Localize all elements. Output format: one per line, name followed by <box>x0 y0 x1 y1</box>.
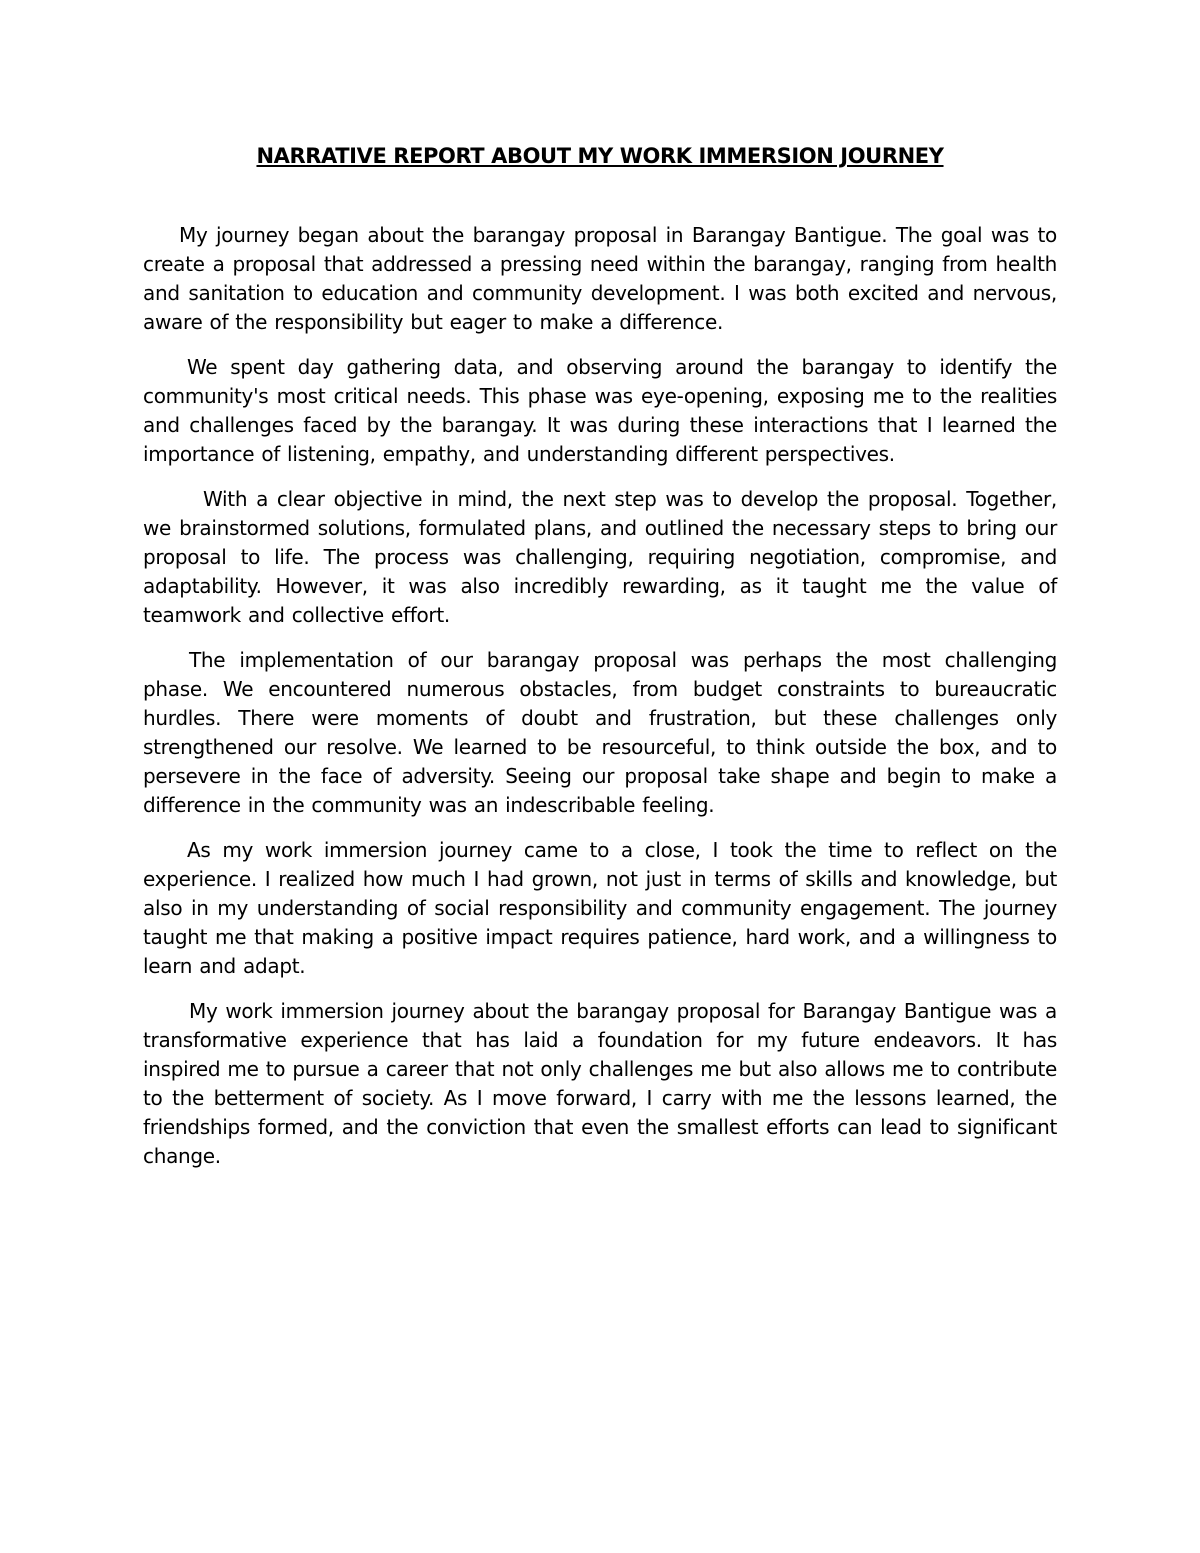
paragraph-5: As my work immersion journey came to a close, I took the time to reflect on the experience. I realized how much I had grown, not just in terms of skills and knowledge, but also in my understanding of social responsibility and community engagement. The journey taught me that making a positive impact requires patience, hard work, and a willingness to learn and adapt. <box>143 838 1057 978</box>
paragraph-4: The implementation of our barangay proposal was perhaps the most challenging phase. We encountered numerous obstacles, from budget constraints to bureaucratic hurdles. There were moments of doubt and frustration, but these challenges only strengthened our resolve. We learned to be resourceful, to think outside the box, and to persevere in the face of adversity. Seeing our proposal take shape and begin to make a difference in the community was an indescribable feeling. <box>143 648 1057 817</box>
paragraph-3: With a clear objective in mind, the next step was to develop the proposal. Together, we brainstormed solutions, formulated plans, and outlined the necessary steps to bring our proposal to life. The process was challenging, requiring negotiation, compromise, and adaptability. However, it was also incredibly rewarding, as it taught me the value of teamwork and collective effort. <box>143 487 1057 627</box>
document-page <box>143 140 1057 1187</box>
paragraph-6: My work immersion journey about the barangay proposal for Barangay Bantigue was a transformative experience that has laid a foundation for my future endeavors. It has inspired me to pursue a career that not only challenges me but also allows me to contribute to the betterment of society. As I move forward, I carry with me the lessons learned, the friendships formed, and the conviction that even the smallest efforts can lead to significant change. <box>143 999 1057 1168</box>
document-title: NARRATIVE REPORT ABOUT MY WORK IMMERSION JOURNEY <box>256 144 944 168</box>
paragraph-1: My journey began about the barangay proposal in Barangay Bantigue. The goal was to create a proposal that addressed a pressing need within the barangay, ranging from health and sanitation to education and community development. I was both excited and nervous, aware of the responsibility but eager to make a difference. <box>143 223 1057 334</box>
paragraph-2: We spent day gathering data, and observing around the barangay to identify the community's most critical needs. This phase was eye-opening, exposing me to the realities and challenges faced by the barangay. It was during these interactions that I learned the importance of listening, empathy, and understanding different perspectives. <box>143 355 1057 466</box>
